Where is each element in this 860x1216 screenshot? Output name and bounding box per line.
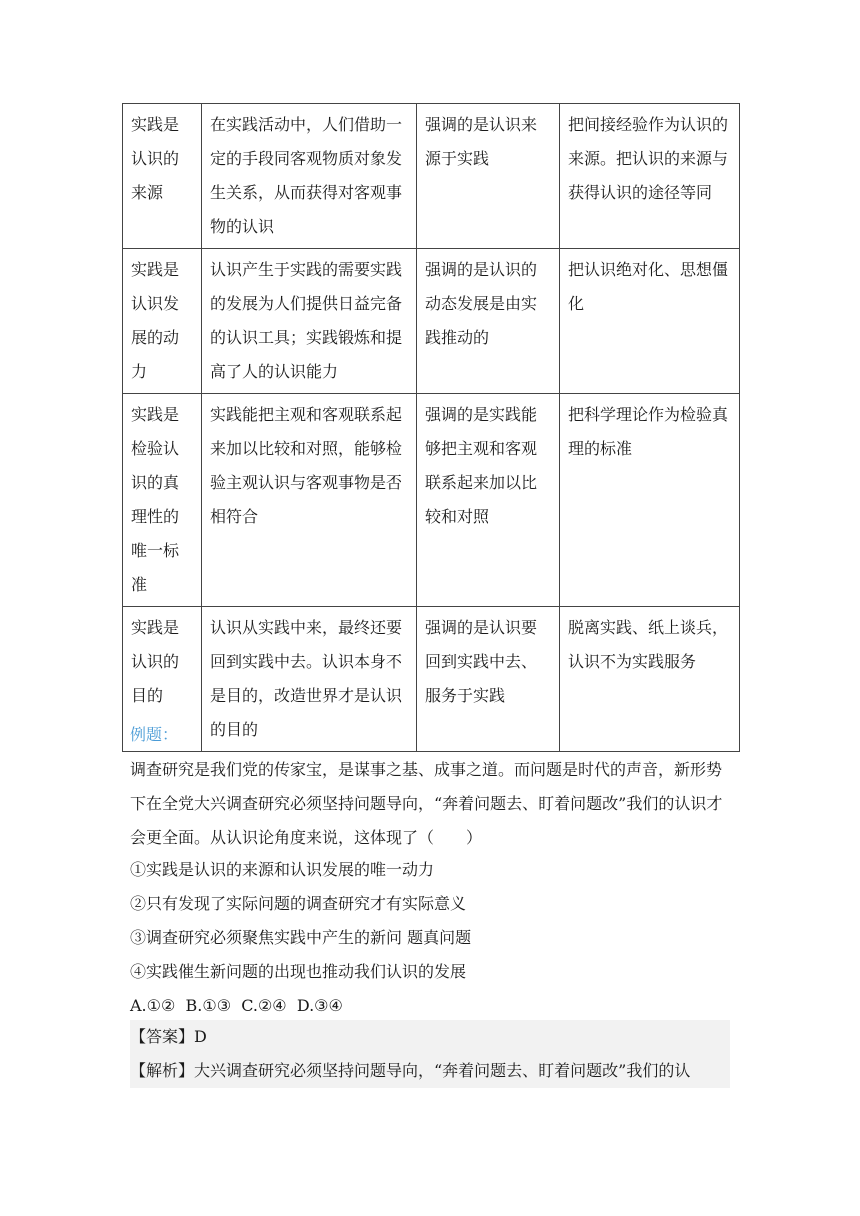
table-cell-error: 把科学理论作为检验真理的标准: [560, 394, 740, 607]
table-cell-emphasis: 强调的是认识来源于实践: [417, 104, 560, 249]
table-cell-meaning: 实践能把主观和客观联系起来加以比较和对照，能够检验主观认识与客观事物是否相符合: [202, 394, 417, 607]
table-cell-meaning: 在实践活动中，人们借助一定的手段同客观物质对象发生关系，从而获得对客观事物的认识: [202, 104, 417, 249]
table-cell-meaning: 认识从实践中来，最终还要回到实践中去。认识本身不是目的，改造世界才是认识的目的: [202, 607, 417, 752]
table-cell-meaning: 认识产生于实践的需要实践的发展为人们提供日益完备的认识工具；实践锻炼和提高了人的认识能力: [202, 249, 417, 394]
table-cell-emphasis: 强调的是认识要回到实践中去、服务于实践: [417, 607, 560, 752]
table-cell-emphasis: 强调的是实践能够把主观和客观联系起来加以比较和对照: [417, 394, 560, 607]
table-cell-term: 实践是认识发展的动力: [123, 249, 202, 394]
table-cell-emphasis: 强调的是认识的动态发展是由实践推动的: [417, 249, 560, 394]
answer-choices: A.①② B.①③ C.②④ D.③④: [130, 996, 343, 1015]
example-label: 例题：: [130, 725, 179, 744]
statement-2: ②只有发现了实际问题的调查研究才有实际意义: [130, 894, 467, 913]
practice-knowledge-table: [122, 103, 740, 752]
answer-line: 【答案】D: [130, 1027, 207, 1046]
table-cell-error: 把认识绝对化、思想僵化: [560, 249, 740, 394]
table-cell-term: 实践是检验认识的真理性的唯一标准: [123, 394, 202, 607]
statement-3: ③调查研究必须聚焦实践中产生的新问 题真问题: [130, 928, 472, 947]
table-cell-error: 把间接经验作为认识的来源。把认识的来源与获得认识的途径等同: [560, 104, 740, 249]
statement-4: ④实践催生新问题的出现也推动我们认识的发展: [130, 962, 467, 981]
table-cell-term: 实践是认识的目的: [123, 607, 202, 752]
table-row: [123, 607, 740, 752]
table-row: [123, 104, 740, 249]
table-cell-term: 实践是认识的来源: [123, 104, 202, 249]
analysis-line: 【解析】大兴调查研究必须坚持问题导向，“奔着问题去、盯着问题改”我们的认: [130, 1061, 691, 1080]
statement-1: ①实践是认识的来源和认识发展的唯一动力: [130, 860, 435, 879]
table-row: [123, 394, 740, 607]
table-row: [123, 249, 740, 394]
table-cell-error: 脱离实践、纸上谈兵，认识不为实践服务: [560, 607, 740, 752]
question-stem: 调查研究是我们党的传家宝，是谋事之基、成事之道。而问题是时代的声音，新形势下在全党大兴调查研究必须坚持问题导向，“奔着问题去、盯着问题改”我们的认识才会更全面。从认识论角度来说，这体现了（ ）: [130, 760, 723, 847]
